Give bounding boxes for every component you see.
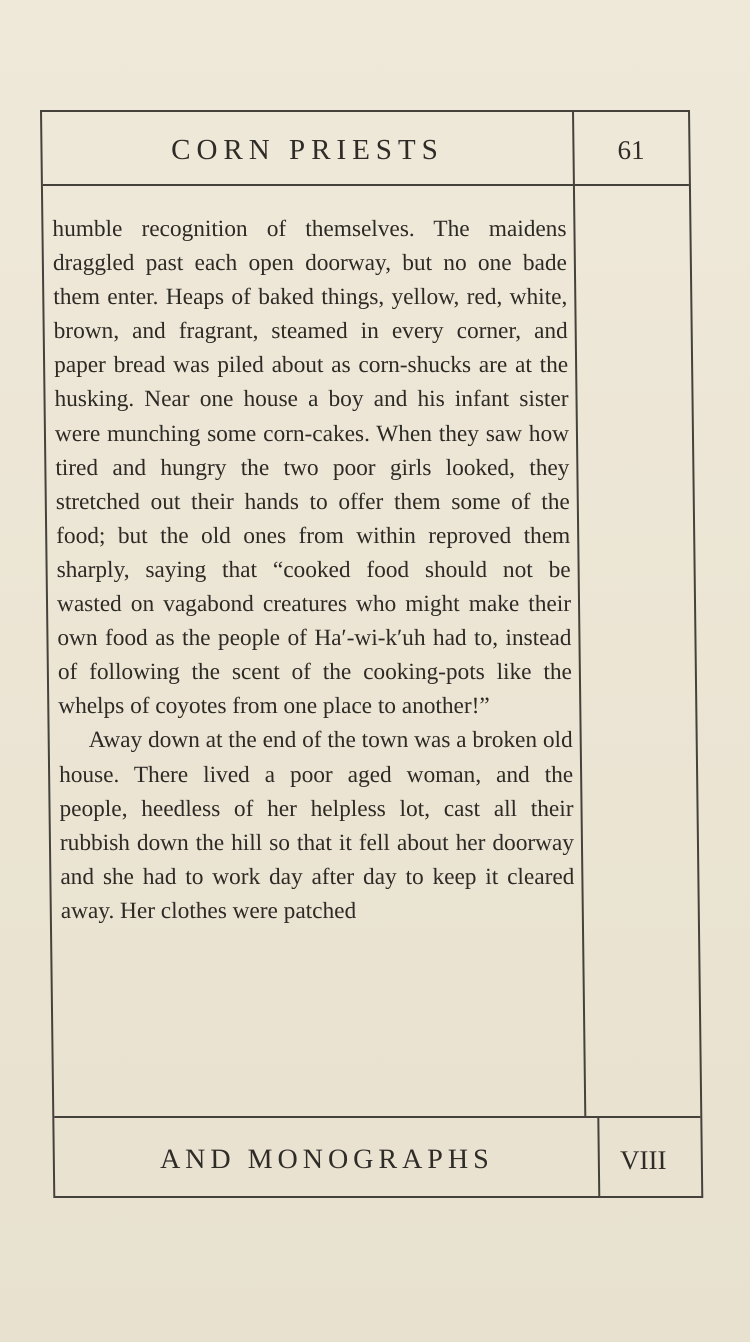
page-number: 61: [617, 135, 645, 165]
paragraph: humble recognition of themselves. The maidens draggled past each open doorway, but no one bade them enter. Heaps of baked things, yellow, red, white, brown, and fragrant, steamed in every corner, and paper bread was piled about as corn-shucks are at the husking. Near one house a boy and his infant sister were munching some corn-cakes. When they saw how tired and hungry the two poor girls looked, they stretched out their hands to offer them some of the food; but the old ones from within reproved them sharply, saying that “cooked food should not be wasted on vagabond creatures who might make their own food as the people of Ha′-wi-k′uh had to, instead of following the scent of the cooking-pots like the whelps of coyotes from one place to another!”: [52, 216, 573, 720]
volume-number: VIII: [619, 1145, 667, 1175]
column-divider: [572, 112, 586, 1118]
running-header: [42, 112, 689, 186]
page-frame: [40, 110, 703, 1198]
running-footer: [54, 1116, 701, 1196]
footer-title: AND MONOGRAPHS: [159, 1144, 494, 1175]
body-text: [52, 212, 575, 928]
header-title: CORN PRIESTS: [170, 134, 444, 166]
paragraph: Away down at the end of the town was a broken old house. There lived a poor aged woman, and the people, heedless of her helpless lot, cast all their rubbish down the hill so that it fell about her doorway and she had to work day after day to keep it cleared away. Her clothes were patched: [58, 727, 575, 924]
